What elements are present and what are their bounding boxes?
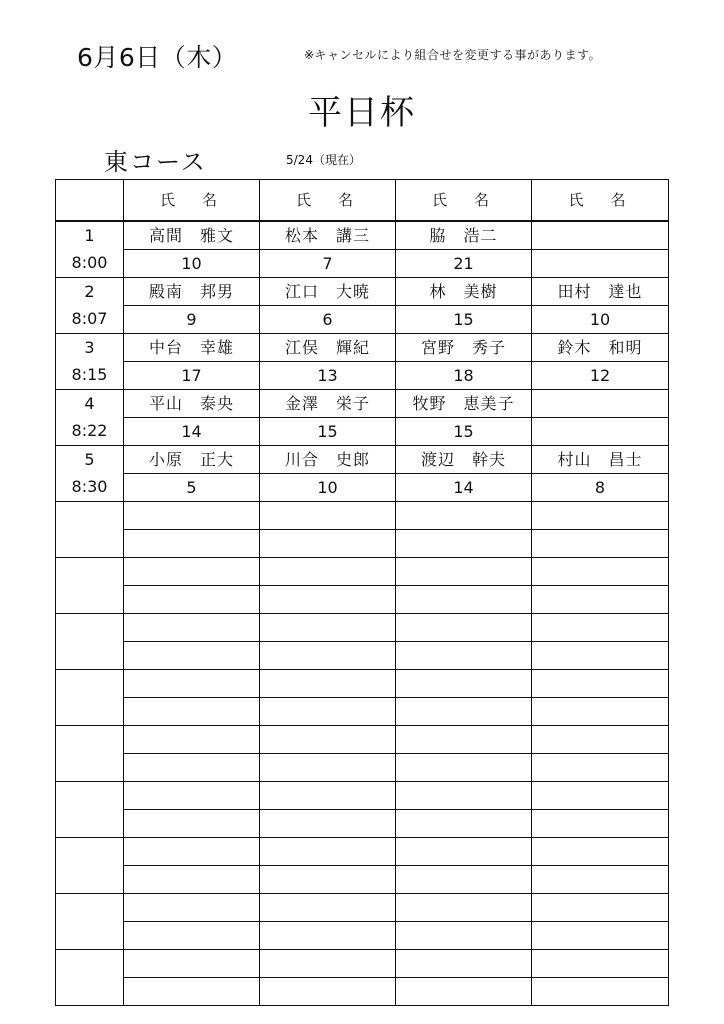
empty-cell	[260, 614, 396, 642]
empty-row	[56, 558, 669, 586]
empty-group-cell	[56, 502, 124, 558]
header-cell-name-2: 氏 名	[260, 180, 396, 222]
empty-cell	[124, 586, 260, 614]
header-cell-name-3: 氏 名	[396, 180, 532, 222]
empty-cell	[396, 978, 532, 1006]
empty-group-cell	[56, 894, 124, 950]
player-name: 川合 史郎	[260, 446, 396, 474]
player-name: 高間 雅文	[124, 221, 260, 250]
empty-cell	[124, 754, 260, 782]
empty-cell	[396, 502, 532, 530]
empty-cell	[396, 726, 532, 754]
player-name: 脇 浩二	[396, 221, 532, 250]
player-number: 8	[532, 474, 669, 502]
cancellation-note: ※キャンセルにより組合せを変更する事があります。	[304, 48, 602, 62]
player-name: 林 美樹	[396, 278, 532, 306]
empty-cell	[532, 530, 669, 558]
player-number: 17	[124, 362, 260, 390]
player-number: 10	[532, 306, 669, 334]
empty-cell	[260, 978, 396, 1006]
empty-cell	[532, 866, 669, 894]
empty-cell	[260, 558, 396, 586]
empty-cell	[260, 586, 396, 614]
player-name: 江俣 輝紀	[260, 334, 396, 362]
player-name: 鈴木 和明	[532, 334, 669, 362]
empty-cell	[260, 754, 396, 782]
empty-group-cell	[56, 726, 124, 782]
empty-row	[56, 698, 669, 726]
empty-cell	[124, 922, 260, 950]
group-number: 3	[56, 334, 124, 362]
empty-row	[56, 810, 669, 838]
empty-cell	[124, 642, 260, 670]
player-name: 金澤 栄子	[260, 390, 396, 418]
tee-time: 8:00	[56, 250, 124, 278]
player-number: 15	[396, 418, 532, 446]
group-number: 1	[56, 221, 124, 250]
empty-cell	[124, 502, 260, 530]
empty-cell	[396, 894, 532, 922]
empty-cell	[532, 922, 669, 950]
as-of-date: 5/24（現在）	[286, 153, 361, 167]
empty-cell	[396, 586, 532, 614]
group-number-row	[56, 418, 669, 446]
empty-cell	[532, 726, 669, 754]
empty-cell	[532, 614, 669, 642]
empty-cell	[396, 670, 532, 698]
empty-group-cell	[56, 950, 124, 1006]
group-name-row	[56, 278, 669, 306]
empty-cell	[260, 894, 396, 922]
player-number: 10	[260, 474, 396, 502]
player-name: 渡辺 幹夫	[396, 446, 532, 474]
empty-cell	[532, 838, 669, 866]
empty-group-cell	[56, 782, 124, 838]
player-number: 21	[396, 250, 532, 278]
empty-cell	[532, 754, 669, 782]
empty-cell	[532, 810, 669, 838]
empty-cell	[124, 698, 260, 726]
group-name-row	[56, 446, 669, 474]
empty-cell	[124, 978, 260, 1006]
empty-group-cell	[56, 838, 124, 894]
empty-row	[56, 922, 669, 950]
header-cell-blank	[56, 180, 124, 222]
group-name-row	[56, 390, 669, 418]
empty-cell	[124, 894, 260, 922]
empty-cell	[124, 558, 260, 586]
player-number	[532, 250, 669, 278]
empty-cell	[124, 866, 260, 894]
empty-row	[56, 838, 669, 866]
empty-cell	[396, 530, 532, 558]
empty-cell	[396, 558, 532, 586]
empty-row	[56, 502, 669, 530]
empty-row	[56, 866, 669, 894]
tee-time: 8:15	[56, 362, 124, 390]
empty-cell	[532, 558, 669, 586]
empty-cell	[124, 950, 260, 978]
empty-cell	[124, 670, 260, 698]
empty-cell	[260, 698, 396, 726]
empty-cell	[260, 866, 396, 894]
player-name: 牧野 恵美子	[396, 390, 532, 418]
player-number: 10	[124, 250, 260, 278]
player-name: 田村 達也	[532, 278, 669, 306]
header-cell-name-4: 氏 名	[532, 180, 669, 222]
empty-cell	[532, 642, 669, 670]
empty-cell	[124, 530, 260, 558]
player-name: 江口 大暁	[260, 278, 396, 306]
empty-cell	[260, 950, 396, 978]
empty-cell	[260, 670, 396, 698]
player-name: 平山 泰央	[124, 390, 260, 418]
empty-cell	[396, 810, 532, 838]
empty-cell	[396, 950, 532, 978]
player-name: 宮野 秀子	[396, 334, 532, 362]
empty-cell	[396, 782, 532, 810]
empty-cell	[396, 642, 532, 670]
player-number: 12	[532, 362, 669, 390]
empty-row	[56, 754, 669, 782]
event-date: 6月6日（木）	[77, 43, 238, 72]
player-number: 15	[396, 306, 532, 334]
player-number: 14	[396, 474, 532, 502]
player-number: 15	[260, 418, 396, 446]
empty-cell	[260, 642, 396, 670]
group-number-row	[56, 250, 669, 278]
page-title: 平日杯	[308, 93, 416, 133]
empty-cell	[532, 670, 669, 698]
group-number: 2	[56, 278, 124, 306]
empty-cell	[532, 586, 669, 614]
player-number: 14	[124, 418, 260, 446]
empty-cell	[124, 726, 260, 754]
empty-row	[56, 782, 669, 810]
group-number-row	[56, 474, 669, 502]
empty-cell	[532, 502, 669, 530]
group-number: 5	[56, 446, 124, 474]
player-name	[532, 390, 669, 418]
empty-row	[56, 726, 669, 754]
empty-cell	[260, 502, 396, 530]
empty-cell	[260, 530, 396, 558]
empty-cell	[260, 838, 396, 866]
group-number-row	[56, 306, 669, 334]
player-name: 中台 幸雄	[124, 334, 260, 362]
tee-time: 8:22	[56, 418, 124, 446]
player-name: 小原 正大	[124, 446, 260, 474]
empty-cell	[532, 698, 669, 726]
player-number: 6	[260, 306, 396, 334]
empty-cell	[260, 922, 396, 950]
empty-row	[56, 530, 669, 558]
player-name: 殿南 邦男	[124, 278, 260, 306]
empty-row	[56, 894, 669, 922]
tee-time: 8:07	[56, 306, 124, 334]
empty-cell	[396, 838, 532, 866]
empty-row	[56, 586, 669, 614]
empty-row	[56, 670, 669, 698]
group-name-row	[56, 221, 669, 250]
empty-cell	[260, 726, 396, 754]
course-name: 東コース	[104, 148, 207, 176]
empty-cell	[532, 894, 669, 922]
empty-cell	[396, 866, 532, 894]
player-name: 松本 講三	[260, 221, 396, 250]
header-cell-name-1: 氏 名	[124, 180, 260, 222]
player-number: 13	[260, 362, 396, 390]
empty-cell	[396, 922, 532, 950]
player-number	[532, 418, 669, 446]
player-name	[532, 221, 669, 250]
empty-cell	[124, 838, 260, 866]
empty-group-cell	[56, 558, 124, 614]
player-number: 18	[396, 362, 532, 390]
empty-cell	[396, 754, 532, 782]
empty-row	[56, 642, 669, 670]
empty-row	[56, 614, 669, 642]
player-name: 村山 昌士	[532, 446, 669, 474]
empty-cell	[124, 782, 260, 810]
empty-cell	[532, 782, 669, 810]
player-number: 7	[260, 250, 396, 278]
empty-group-cell	[56, 614, 124, 670]
pairing-table	[55, 179, 669, 1006]
group-number: 4	[56, 390, 124, 418]
empty-cell	[260, 810, 396, 838]
empty-row	[56, 950, 669, 978]
player-number: 5	[124, 474, 260, 502]
empty-cell	[532, 950, 669, 978]
empty-cell	[396, 614, 532, 642]
empty-cell	[396, 698, 532, 726]
empty-cell	[260, 782, 396, 810]
group-name-row	[56, 334, 669, 362]
tee-time: 8:30	[56, 474, 124, 502]
table-header-row	[56, 180, 669, 222]
empty-cell	[532, 978, 669, 1006]
empty-group-cell	[56, 670, 124, 726]
empty-cell	[124, 810, 260, 838]
empty-cell	[124, 614, 260, 642]
empty-row	[56, 978, 669, 1006]
player-number: 9	[124, 306, 260, 334]
group-number-row	[56, 362, 669, 390]
